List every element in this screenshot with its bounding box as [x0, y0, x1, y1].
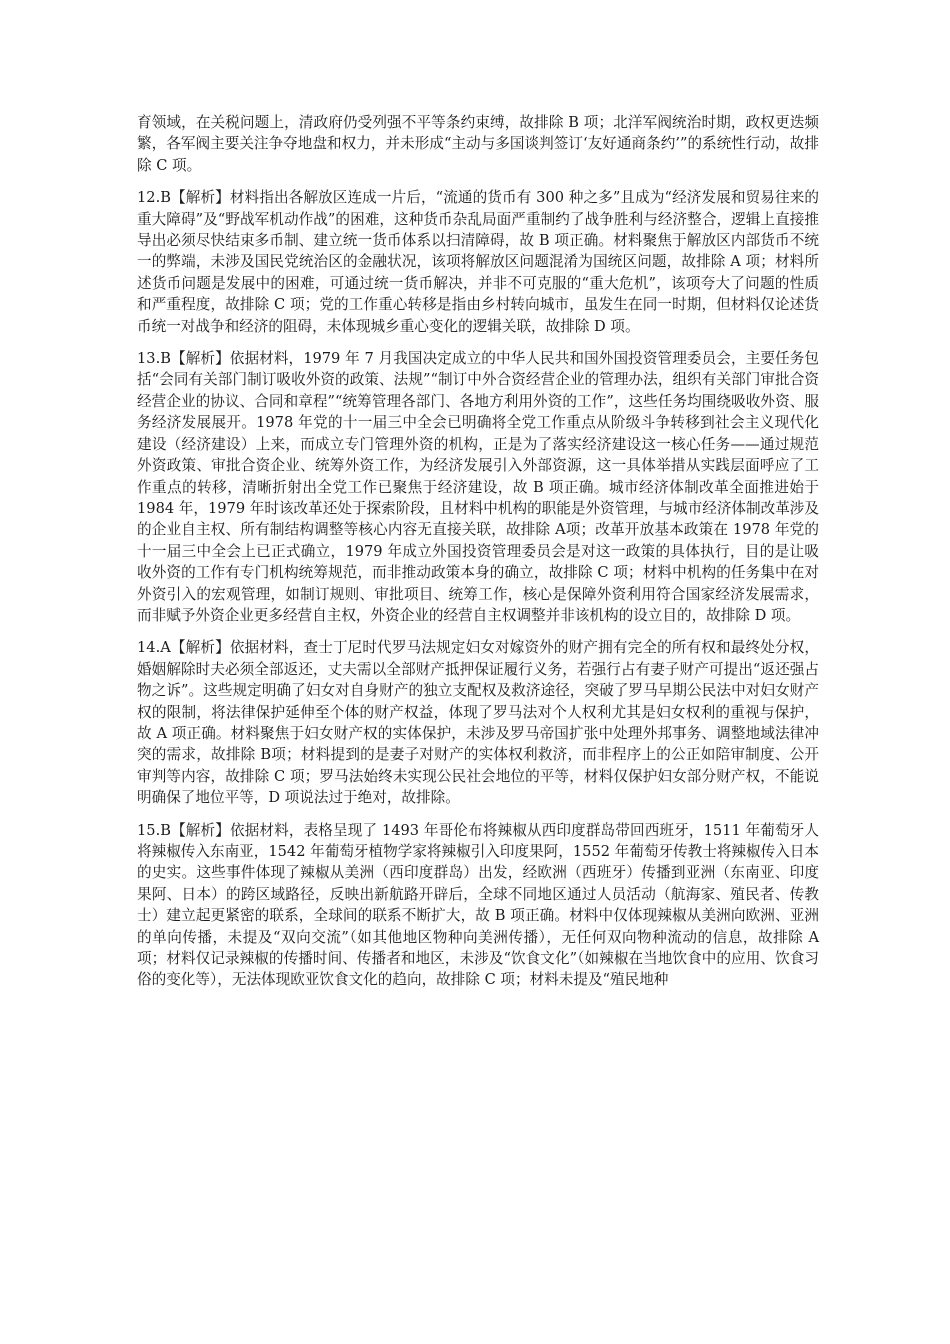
- paragraph-q12-explanation: 12.B【解析】材料指出各解放区连成一片后，“流通的货币有 300 种之多”且成为“经济发展和贸易往来的重大障碍”及“野战军机动作战”的困难，这种货币杂乱局面严重制约了战争胜利与经济整合，逻辑上直接推导出必须尽快结束多币制、建立统一货币体系以扫清障碍，故 B 项正确。材料聚焦于解放区内部货币不统一的弊端，未涉及国民党统治区的金融状况，该项将解放区问题混淆为国统区问题，故排除 A 项；材料所述货币问题是发展中的困难，可通过统一货币解决，并非不可克服的“重大危机”，该项夸大了问题的性质和严重程度，故排除 C 项；党的工作重心转移是指由乡村转向城市，虽发生在同一时期，但材料仅论述货币统一对战争和经济的阻碍，未体现城乡重心变化的逻辑关联，故排除 D 项。: [137, 189, 819, 335]
- paragraph-q14-explanation: 14.A【解析】依据材料，查士丁尼时代罗马法规定妇女对嫁资外的财产拥有完全的所有权和最终处分权，婚姻解除时夫必须全部返还，丈夫需以全部财产抵押保证履行义务，若强行占有妻子财产可提出“返还强占物之诉”。这些规定明确了妇女对自身财产的独立支配权及救济途径，突破了罗马早期公民法中对妇女财产权的限制，将法律保护延伸至个体的财产权益，体现了罗马法对个人权利尤其是妇女权利的重视与保护，故 A 项正确。材料聚焦于妇女财产权的实体保护，未涉及罗马帝国扩张中处理外邦事务、调整地域法律冲突的需求，故排除 B项；材料提到的是妻子对财产的实体权利救济，而非程序上的公正如陪审制度、公开审判等内容，故排除 C 项；罗马法始终未实现公民社会地位的平等，材料仅保护妇女部分财产权，不能说明确保了地位平等，D 项说法过于绝对，故排除。: [137, 639, 819, 807]
- paragraph-q15-explanation: 15.B【解析】依据材料，表格呈现了 1493 年哥伦布将辣椒从西印度群岛带回西班牙，1511 年葡萄牙人将辣椒传入东南亚，1542 年葡萄牙植物学家将辣椒引入印度果阿，1552 年葡萄牙传教士将辣椒传入日本的史实。这些事件体现了辣椒从美洲（西印度群岛）出发，经欧洲（西班牙）传播到亚洲（东南亚、印度果阿、日本）的跨区域路径，反映出新航路开辟后，全球不同地区通过人员活动（航海家、殖民者、传教士）建立起更紧密的联系，全球间的联系不断扩大，故 B 项正确。材料中仅体现辣椒从美洲向欧洲、亚洲的单向传播，未提及“双向交流”（如其他地区物种向美洲传播），无任何双向物种流动的信息，故排除 A 项；材料仅记录辣椒的传播时间、传播者和地区，未涉及“饮食文化”（如辣椒在当地饮食中的应用、饮食习俗的变化等），无法体现欧亚饮食文化的趋向，故排除 C 项；材料未提及“殖民地种: [137, 821, 819, 989]
- answer-explanation-page: [137, 112, 819, 1002]
- paragraph-q11-continuation: 育领域，在关税问题上，清政府仍受列强不平等条约束缚，故排除 B 项；北洋军阀统治时期，政权更迭频繁，各军阀主要关注争夺地盘和权力，并未形成“主动与多国谈判签订‘友好通商条约’”的系统性行动，故排除 C 项。: [137, 114, 819, 174]
- paragraph-q13-explanation: 13.B【解析】依据材料，1979 年 7 月我国决定成立的中华人民共和国外国投资管理委员会，主要任务包括“会同有关部门制订吸收外资的政策、法规”“制订中外合资经营企业的管理办法，组织有关部门审批合资经营企业的协议、合同和章程”“统筹管理各部门、各地方利用外资的工作”，这些任务均围绕吸收外资、服务经济发展展开。1978 年党的十一届三中全会已明确将全党工作重点从阶级斗争转移到社会主义现代化建设（经济建设）上来，而成立专门管理外资的机构，正是为了落实经济建设这一核心任务——通过规范外资政策、审批合资企业、统筹外资工作，为经济发展引入外部资源，这一具体举措从实践层面呼应了工作重点的转移，清晰折射出全党工作已聚焦于经济建设，故 B 项正确。城市经济体制改革全面推进始于 1984 年，1979 年时该改革还处于探索阶段，且材料中机构的职能是外资管理，与城市经济体制改革涉及的企业自主权、所有制结构调整等核心内容无直接关联，故排除 A项；改革开放基本政策在 1978 年党的十一届三中全会上已正式确立，1979 年成立外国投资管理委员会是对这一政策的具体执行，目的是让吸收外资的工作有专门机构统筹规范，而非推动政策本身的确立，故排除 C 项；材料中机构的任务集中在对外资引入的宏观管理，如制订规则、审批项目、统筹工作，核心是保障外资利用符合国家经济发展需求，而非赋予外资企业更多经营自主权，外资企业的经营自主权调整并非该机构的设立目的，故排除 D 项。: [137, 350, 819, 624]
